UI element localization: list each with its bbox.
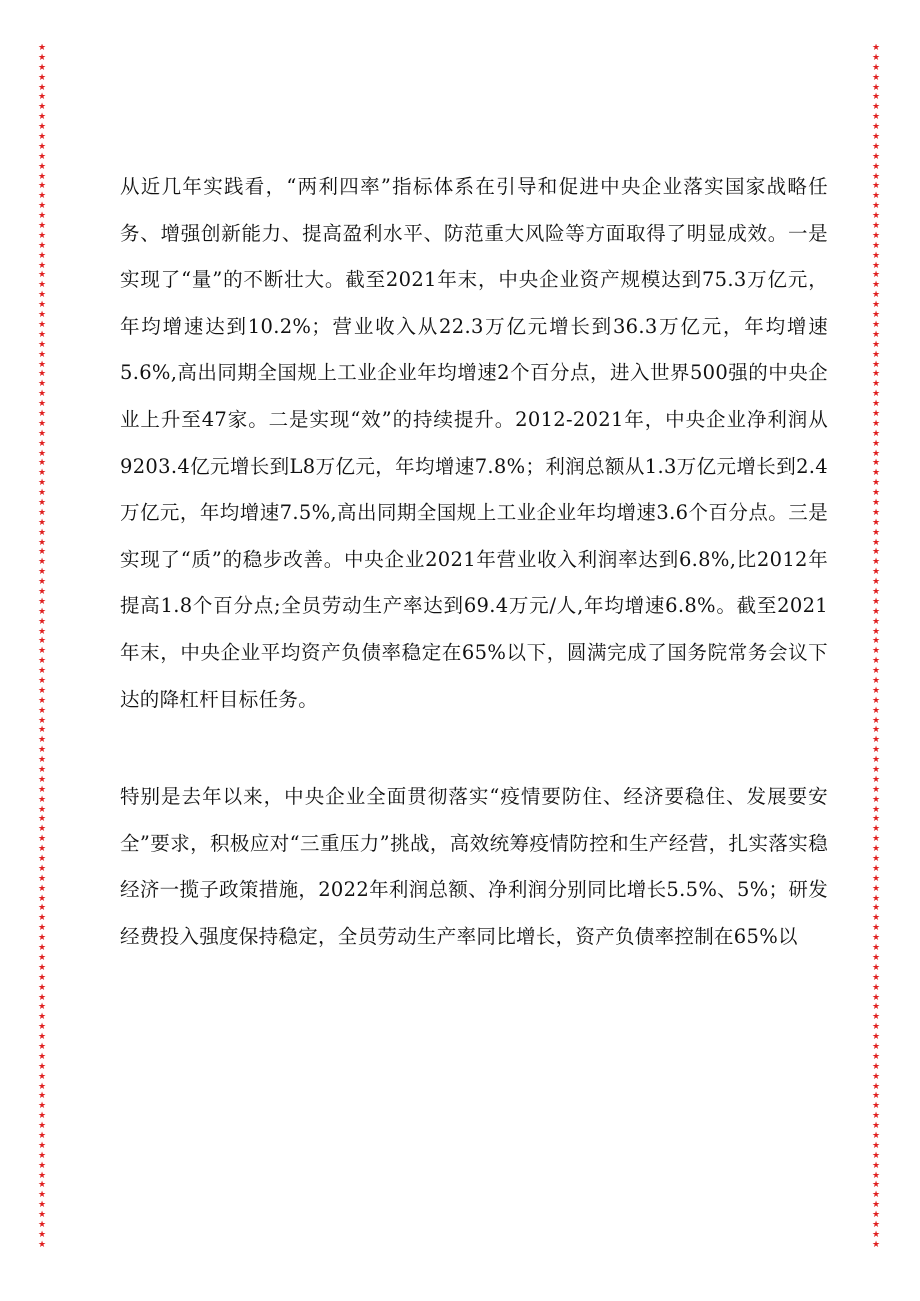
star-icon: ★ <box>37 1101 47 1112</box>
star-icon: ★ <box>871 349 881 360</box>
star-icon: ★ <box>871 517 881 528</box>
star-icon: ★ <box>37 695 47 706</box>
star-icon: ★ <box>37 458 47 469</box>
star-icon: ★ <box>871 240 881 251</box>
star-icon: ★ <box>871 448 881 459</box>
star-icon: ★ <box>871 1150 881 1161</box>
star-icon: ★ <box>37 676 47 686</box>
star-icon: ★ <box>37 1091 47 1102</box>
star-icon: ★ <box>37 656 47 667</box>
star-icon: ★ <box>37 606 47 617</box>
star-icon: ★ <box>37 962 47 973</box>
star-icon: ★ <box>871 596 881 607</box>
star-icon: ★ <box>37 201 47 212</box>
star-icon: ★ <box>871 44 881 53</box>
star-icon: ★ <box>871 586 881 597</box>
star-icon: ★ <box>871 260 881 271</box>
star-icon: ★ <box>871 834 881 845</box>
paragraph-recent-performance: 特别是去年以来，中央企业全面贯彻落实“疫情要防住、经济要稳住、发展要安全”要求，积极应对“三重压力”挑战，高效统筹疫情防控和生产经营，扎实落实稳经济一揽子政策措施，2022年利润总额、净利润分别同比增长5.5%、5%；研发经费投入强度保持稳定，全员劳动生产率同比增长，资产负债率控制在65%以 <box>120 785 828 948</box>
star-icon: ★ <box>871 1170 881 1181</box>
star-icon: ★ <box>37 310 47 321</box>
star-icon: ★ <box>871 626 881 637</box>
star-icon: ★ <box>37 616 47 627</box>
star-icon: ★ <box>871 1180 881 1191</box>
star-icon: ★ <box>871 488 881 499</box>
star-icon: ★ <box>871 606 881 617</box>
star-icon: ★ <box>871 82 881 93</box>
star-icon: ★ <box>37 44 47 53</box>
star-icon: ★ <box>871 72 881 83</box>
star-icon: ★ <box>871 191 881 202</box>
star-icon: ★ <box>871 844 881 855</box>
star-icon: ★ <box>871 814 881 825</box>
star-icon: ★ <box>871 468 881 479</box>
star-icon: ★ <box>871 270 881 281</box>
star-icon: ★ <box>871 151 881 162</box>
star-icon: ★ <box>871 735 881 746</box>
star-icon: ★ <box>37 191 47 202</box>
star-icon: ★ <box>871 1121 881 1132</box>
star-icon: ★ <box>37 755 47 766</box>
star-icon: ★ <box>871 962 881 973</box>
star-icon: ★ <box>871 547 881 558</box>
star-icon: ★ <box>871 1071 881 1082</box>
star-icon: ★ <box>871 290 881 301</box>
star-icon: ★ <box>37 1032 47 1043</box>
star-icon: ★ <box>37 586 47 597</box>
star-icon: ★ <box>871 933 881 944</box>
star-icon: ★ <box>871 1081 881 1092</box>
star-icon: ★ <box>871 1229 881 1240</box>
star-icon: ★ <box>871 873 881 884</box>
star-icon: ★ <box>37 1180 47 1191</box>
star-icon: ★ <box>37 132 47 143</box>
star-icon: ★ <box>871 1200 881 1211</box>
star-icon: ★ <box>871 1219 881 1230</box>
star-icon: ★ <box>871 1140 881 1151</box>
star-icon: ★ <box>871 122 881 133</box>
star-icon: ★ <box>871 201 881 212</box>
star-icon: ★ <box>871 1041 881 1052</box>
star-icon: ★ <box>37 577 47 588</box>
star-icon: ★ <box>871 478 881 489</box>
star-icon: ★ <box>871 389 881 400</box>
star-icon: ★ <box>871 863 881 874</box>
star-icon: ★ <box>37 1061 47 1072</box>
star-icon: ★ <box>871 112 881 123</box>
star-icon: ★ <box>37 844 47 855</box>
star-icon: ★ <box>871 794 881 805</box>
star-icon: ★ <box>37 438 47 449</box>
star-icon: ★ <box>871 646 881 657</box>
star-icon: ★ <box>37 814 47 825</box>
star-icon: ★ <box>37 1012 47 1023</box>
star-icon: ★ <box>871 705 881 716</box>
star-icon: ★ <box>871 755 881 766</box>
star-icon: ★ <box>871 676 881 686</box>
star-icon: ★ <box>37 102 47 113</box>
star-icon: ★ <box>871 428 881 439</box>
star-icon: ★ <box>871 132 881 143</box>
star-icon: ★ <box>871 319 881 330</box>
star-icon: ★ <box>37 151 47 162</box>
star-icon: ★ <box>37 52 47 63</box>
star-icon: ★ <box>37 596 47 607</box>
star-icon: ★ <box>37 418 47 429</box>
star-icon: ★ <box>37 1022 47 1033</box>
star-icon: ★ <box>871 527 881 538</box>
star-icon: ★ <box>37 389 47 400</box>
star-icon: ★ <box>37 873 47 884</box>
star-icon: ★ <box>37 72 47 83</box>
star-icon: ★ <box>871 369 881 380</box>
star-icon: ★ <box>37 1051 47 1062</box>
star-icon: ★ <box>871 765 881 776</box>
star-icon: ★ <box>871 181 881 192</box>
star-icon: ★ <box>871 52 881 63</box>
star-icon: ★ <box>871 161 881 172</box>
star-icon: ★ <box>871 1111 881 1122</box>
star-icon: ★ <box>871 221 881 232</box>
star-icon: ★ <box>871 616 881 627</box>
star-icon: ★ <box>37 952 47 963</box>
left-star-border <box>37 44 47 1256</box>
star-icon: ★ <box>37 685 47 696</box>
star-icon: ★ <box>37 774 47 785</box>
star-icon: ★ <box>37 122 47 133</box>
right-star-border <box>871 44 881 1256</box>
star-icon: ★ <box>871 913 881 924</box>
star-icon: ★ <box>37 1160 47 1171</box>
star-icon: ★ <box>37 349 47 360</box>
star-icon: ★ <box>37 112 47 123</box>
star-icon: ★ <box>37 913 47 924</box>
star-icon: ★ <box>871 310 881 321</box>
star-icon: ★ <box>871 854 881 865</box>
star-icon: ★ <box>871 537 881 548</box>
star-icon: ★ <box>871 1091 881 1102</box>
star-icon: ★ <box>871 1210 881 1221</box>
star-icon: ★ <box>871 695 881 706</box>
star-icon: ★ <box>871 418 881 429</box>
star-icon: ★ <box>871 666 881 677</box>
star-icon: ★ <box>37 1002 47 1013</box>
star-icon: ★ <box>37 537 47 548</box>
star-icon: ★ <box>37 893 47 904</box>
star-icon: ★ <box>37 972 47 983</box>
star-icon: ★ <box>871 567 881 578</box>
star-icon: ★ <box>37 557 47 568</box>
star-icon: ★ <box>871 1022 881 1033</box>
star-icon: ★ <box>37 270 47 281</box>
star-icon: ★ <box>871 745 881 756</box>
star-icon: ★ <box>37 527 47 538</box>
star-icon: ★ <box>37 1071 47 1082</box>
star-icon: ★ <box>37 497 47 508</box>
star-icon: ★ <box>871 438 881 449</box>
star-icon: ★ <box>871 1002 881 1013</box>
star-icon: ★ <box>37 1170 47 1181</box>
star-icon: ★ <box>37 181 47 192</box>
star-icon: ★ <box>871 1239 881 1250</box>
paragraph-results-overview: 从近几年实践看，“两利四率”指标体系在引导和促进中央企业落实国家战略任务、增强创新能力、提高盈利水平、防范重大风险等方面取得了明显成效。一是实现了“量”的不断壮大。截至2021年末，中央企业资产规模达到75.3万亿元，年均增速达到10.2%；营业收入从22.3万亿元增长到36.3万亿元，年均增速5.6%,高出同期全国规上工业企业年均增速2个百分点，进入世界500强的中央企业上升至47家。二是实现“效”的持续提升。2012-2021年，中央企业净利润从9203.4亿元增长到L8万亿元，年均增速7.8%；利润总额从1.3万亿元增长到2.4万亿元，年均增速7.5%,高出同期全国规上工业企业年均增速3.6个百分点。三是实现了“质”的稳步改善。中央企业2021年营业收入利润率达到6.8%,比2012年提高1.8个百分点;全员劳动生产率达到69.4万元/人,年均增速6.8%。截至2021年末，中央企业平均资产负债率稳定在65%以下，圆满完成了国务院常务会议下达的降杠杆目标任务。 <box>120 175 828 711</box>
star-icon: ★ <box>37 666 47 677</box>
star-icon: ★ <box>37 517 47 528</box>
star-icon: ★ <box>37 715 47 726</box>
star-icon: ★ <box>37 705 47 716</box>
star-icon: ★ <box>871 211 881 222</box>
star-icon: ★ <box>37 735 47 746</box>
star-icon: ★ <box>871 903 881 914</box>
star-icon: ★ <box>37 92 47 103</box>
star-icon: ★ <box>37 863 47 874</box>
star-icon: ★ <box>37 221 47 232</box>
star-icon: ★ <box>37 1219 47 1230</box>
star-icon: ★ <box>871 982 881 993</box>
star-icon: ★ <box>37 161 47 172</box>
star-icon: ★ <box>871 893 881 904</box>
star-icon: ★ <box>871 92 881 103</box>
star-icon: ★ <box>37 260 47 271</box>
star-icon: ★ <box>37 1210 47 1221</box>
star-icon: ★ <box>37 171 47 182</box>
star-icon: ★ <box>37 339 47 350</box>
star-icon: ★ <box>871 250 881 261</box>
star-icon: ★ <box>871 379 881 390</box>
star-icon: ★ <box>37 765 47 776</box>
star-icon: ★ <box>37 280 47 291</box>
star-icon: ★ <box>37 290 47 301</box>
star-icon: ★ <box>37 883 47 894</box>
star-icon: ★ <box>37 992 47 1003</box>
star-icon: ★ <box>871 339 881 350</box>
star-icon: ★ <box>37 1190 47 1201</box>
star-icon: ★ <box>871 577 881 588</box>
star-icon: ★ <box>871 102 881 113</box>
star-icon: ★ <box>37 784 47 795</box>
star-icon: ★ <box>37 567 47 578</box>
star-icon: ★ <box>871 824 881 835</box>
star-icon: ★ <box>871 497 881 508</box>
star-icon: ★ <box>871 715 881 726</box>
star-icon: ★ <box>871 329 881 340</box>
star-icon: ★ <box>37 240 47 251</box>
star-icon: ★ <box>37 448 47 459</box>
star-icon: ★ <box>37 399 47 410</box>
star-icon: ★ <box>37 488 47 499</box>
star-icon: ★ <box>37 903 47 914</box>
star-icon: ★ <box>871 359 881 370</box>
star-icon: ★ <box>871 784 881 795</box>
star-icon: ★ <box>871 656 881 667</box>
star-icon: ★ <box>37 428 47 439</box>
star-icon: ★ <box>871 280 881 291</box>
star-icon: ★ <box>871 1061 881 1072</box>
star-icon: ★ <box>871 557 881 568</box>
star-icon: ★ <box>37 824 47 835</box>
star-icon: ★ <box>871 1012 881 1023</box>
star-icon: ★ <box>37 794 47 805</box>
star-icon: ★ <box>871 1160 881 1171</box>
document-body <box>120 164 828 961</box>
star-icon: ★ <box>871 923 881 934</box>
star-icon: ★ <box>871 300 881 311</box>
star-icon: ★ <box>871 408 881 419</box>
star-icon: ★ <box>37 923 47 934</box>
star-icon: ★ <box>37 141 47 152</box>
star-icon: ★ <box>871 636 881 647</box>
star-icon: ★ <box>37 834 47 845</box>
star-icon: ★ <box>871 1032 881 1043</box>
star-icon: ★ <box>37 230 47 241</box>
star-icon: ★ <box>37 1150 47 1161</box>
star-icon: ★ <box>37 982 47 993</box>
star-icon: ★ <box>871 171 881 182</box>
star-icon: ★ <box>871 458 881 469</box>
star-icon: ★ <box>37 300 47 311</box>
star-icon: ★ <box>871 992 881 1003</box>
star-icon: ★ <box>37 1081 47 1092</box>
star-icon: ★ <box>37 547 47 558</box>
star-icon: ★ <box>37 1111 47 1122</box>
star-icon: ★ <box>37 933 47 944</box>
star-icon: ★ <box>37 62 47 73</box>
star-icon: ★ <box>871 230 881 241</box>
star-icon: ★ <box>37 626 47 637</box>
star-icon: ★ <box>37 369 47 380</box>
star-icon: ★ <box>37 250 47 261</box>
star-icon: ★ <box>37 379 47 390</box>
star-icon: ★ <box>37 82 47 93</box>
star-icon: ★ <box>37 1140 47 1151</box>
star-icon: ★ <box>37 1229 47 1240</box>
star-icon: ★ <box>871 725 881 736</box>
star-icon: ★ <box>37 1200 47 1211</box>
star-icon: ★ <box>37 1041 47 1052</box>
star-icon: ★ <box>37 636 47 647</box>
star-icon: ★ <box>37 725 47 736</box>
star-icon: ★ <box>37 804 47 815</box>
star-icon: ★ <box>37 1130 47 1141</box>
star-icon: ★ <box>871 952 881 963</box>
star-icon: ★ <box>871 141 881 152</box>
star-icon: ★ <box>871 1190 881 1201</box>
star-icon: ★ <box>37 854 47 865</box>
star-icon: ★ <box>37 1121 47 1132</box>
star-icon: ★ <box>871 1101 881 1112</box>
star-icon: ★ <box>871 774 881 785</box>
star-icon: ★ <box>871 1051 881 1062</box>
star-icon: ★ <box>871 943 881 954</box>
star-icon: ★ <box>871 804 881 815</box>
star-icon: ★ <box>871 62 881 73</box>
star-icon: ★ <box>37 329 47 340</box>
star-icon: ★ <box>871 507 881 518</box>
star-icon: ★ <box>37 478 47 489</box>
star-icon: ★ <box>37 1239 47 1250</box>
star-icon: ★ <box>871 1130 881 1141</box>
star-icon: ★ <box>871 883 881 894</box>
star-icon: ★ <box>37 319 47 330</box>
star-icon: ★ <box>37 943 47 954</box>
star-icon: ★ <box>871 972 881 983</box>
star-icon: ★ <box>871 685 881 696</box>
star-icon: ★ <box>37 468 47 479</box>
star-icon: ★ <box>37 211 47 222</box>
star-icon: ★ <box>37 507 47 518</box>
star-icon: ★ <box>37 745 47 756</box>
star-icon: ★ <box>871 399 881 410</box>
star-icon: ★ <box>37 408 47 419</box>
star-icon: ★ <box>37 646 47 657</box>
star-icon: ★ <box>37 359 47 370</box>
